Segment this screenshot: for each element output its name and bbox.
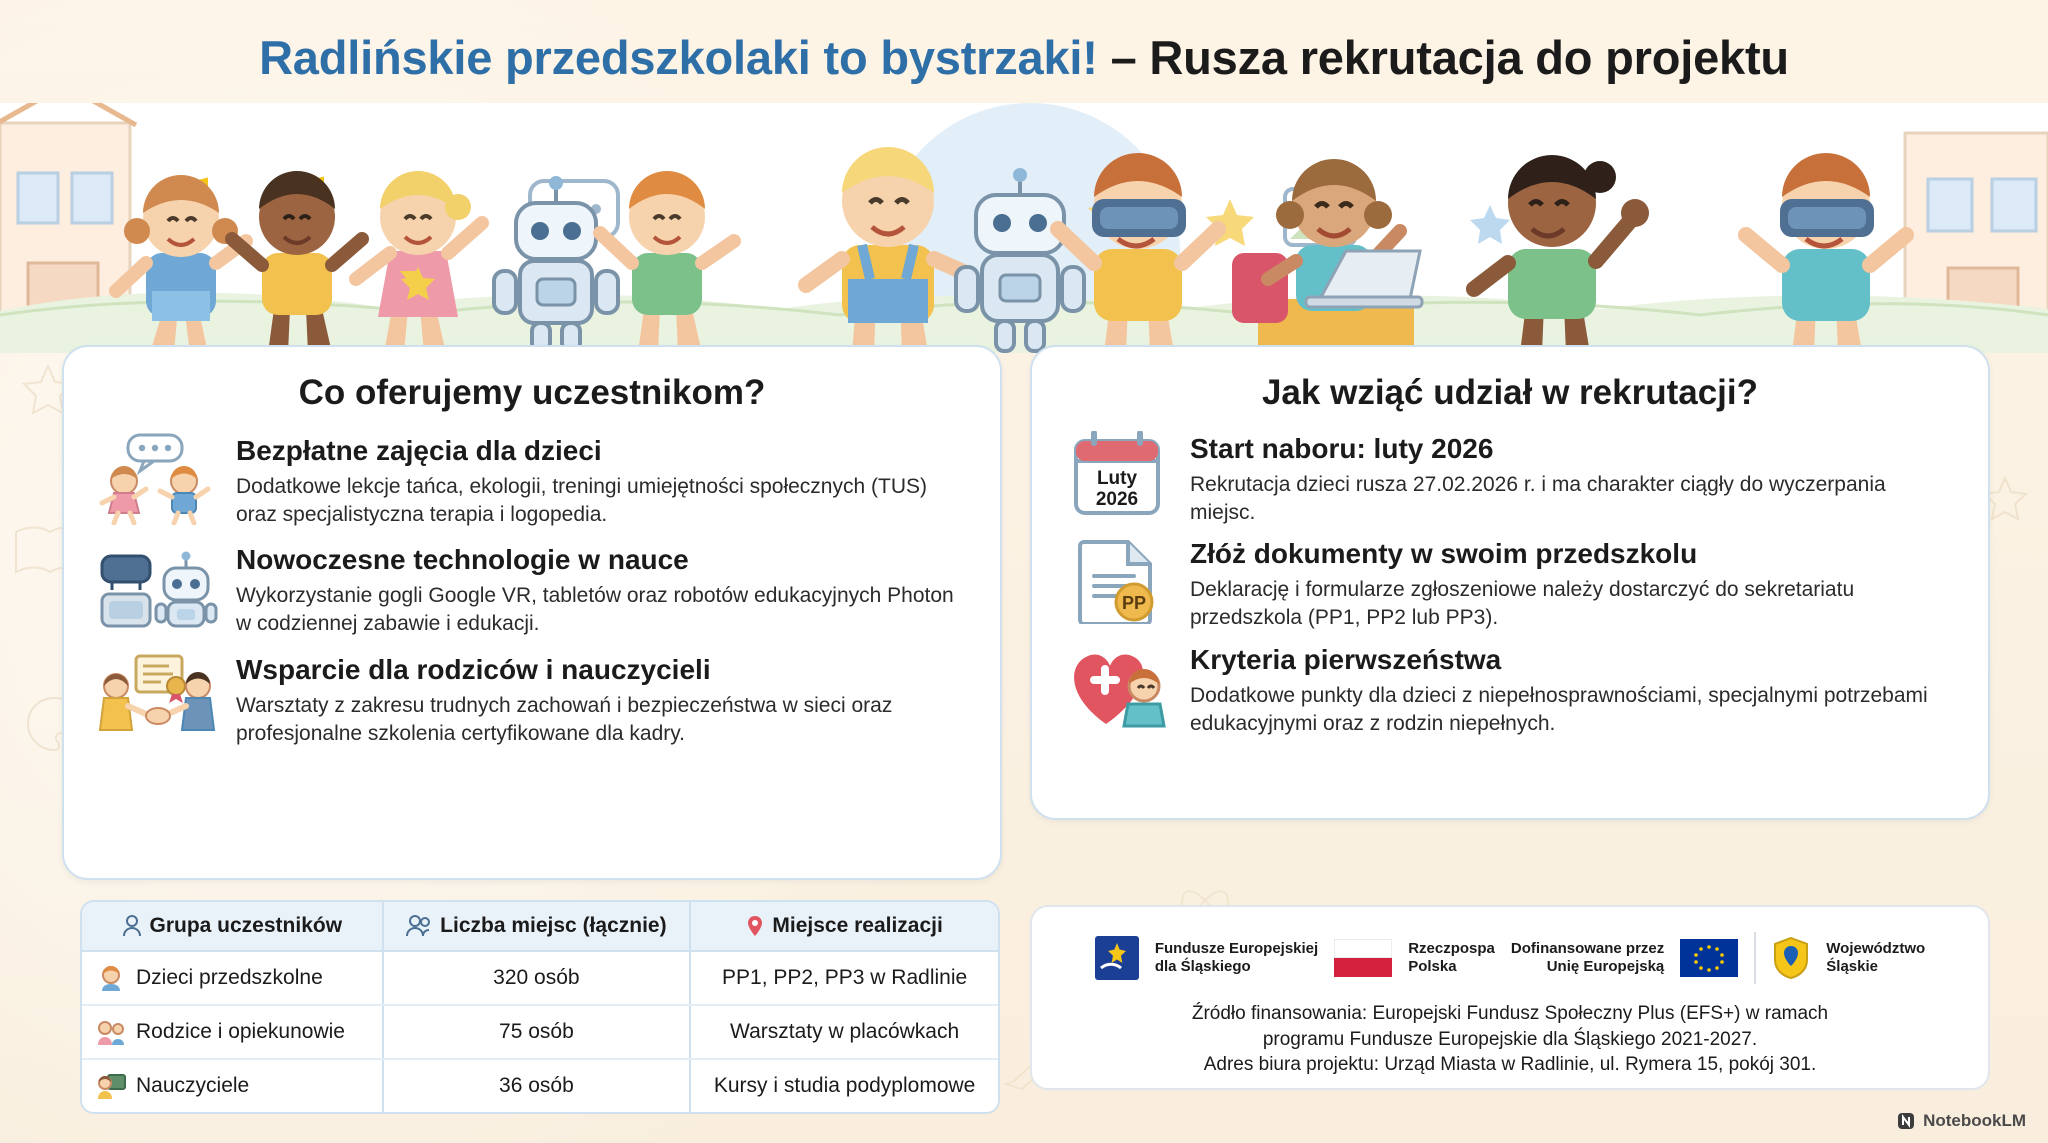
recruitment-item-3-text: Dodatkowe punkty dla dzieci z niepełnosprawnościami, specjalnymi potrzebami edukacyjnymi oraz z rodzin niepełnych. bbox=[1190, 683, 1928, 735]
children-playing-icon bbox=[98, 433, 218, 525]
recruitment-item-2-heading: Złóż dokumenty w swoim przedszkolu bbox=[1190, 538, 1698, 570]
funduszeeuropejskie-logo-text: Fundusze Europejskiej dla Śląskiego bbox=[1154, 940, 1319, 975]
watermark-label: NotebookLM bbox=[1923, 1111, 2026, 1130]
offer-item-3 bbox=[64, 642, 1000, 751]
recruitment-item-2 bbox=[1032, 528, 1988, 633]
offer-item-2 bbox=[64, 532, 1000, 641]
table-cell-group bbox=[82, 1059, 383, 1112]
wojewodztwo-slaskie-logo-text: Województwo Śląskie bbox=[1826, 940, 1926, 975]
offer-item-1 bbox=[64, 423, 1000, 532]
handshake-certificate-icon bbox=[98, 652, 218, 744]
table-cell-location: Warsztaty w placówkach bbox=[690, 1005, 998, 1059]
recruitment-item-2-text: Deklarację i formularze zgłoszeniowe należy dostarczyć do sekretariatu przedszkola (PP1, PP2 lub PP3). bbox=[1190, 578, 1855, 630]
recruitment-card bbox=[1030, 345, 1990, 820]
vr-goggles-robot-icon bbox=[98, 542, 218, 634]
participants-table bbox=[80, 900, 1000, 1114]
table-cell-places: 75 osób bbox=[383, 1005, 691, 1059]
offer-item-3-heading: Wsparcie dla rodziców i nauczycieli bbox=[236, 653, 711, 685]
table-header-group bbox=[82, 902, 383, 951]
page-title bbox=[0, 30, 2048, 85]
table-cell-group-label: Nauczyciele bbox=[136, 1074, 250, 1097]
table-cell-group bbox=[82, 951, 383, 1005]
recruitment-item-1 bbox=[1032, 423, 1988, 528]
recruitment-item-3 bbox=[1032, 634, 1988, 739]
calendar-year-label: 2026 bbox=[1095, 489, 1139, 510]
document-badge-label: PP bbox=[1121, 593, 1147, 614]
offer-item-2-text: Wykorzystanie gogli Google VR, tabletów oraz robotów edukacyjnych Photon w codziennej zabawie i edukacji. bbox=[236, 584, 954, 636]
table-header-places-label: Liczba miejsc (łącznie) bbox=[440, 914, 667, 937]
offer-card-title: Co oferujemy uczestnikom? bbox=[298, 373, 766, 412]
child-face-icon bbox=[96, 963, 126, 993]
people-icon bbox=[406, 915, 432, 937]
funding-note-line-1: Źródło finansowania: Europejski Fundusz Społeczny Plus (EFS+) w ramach bbox=[1191, 1003, 1829, 1024]
document-pp-icon bbox=[1062, 536, 1172, 624]
flag-poland-logo bbox=[1334, 939, 1392, 977]
offer-card bbox=[62, 345, 1002, 880]
calendar-icon bbox=[1062, 431, 1172, 519]
table-header-group-label: Grupa uczestników bbox=[149, 914, 343, 937]
eu-flag-logo-text: Dofinansowane przez Unię Europejską bbox=[1510, 940, 1665, 975]
person-icon bbox=[122, 915, 142, 937]
funding-footer bbox=[1030, 905, 1990, 1090]
heart-plus-child-icon bbox=[1062, 642, 1172, 730]
table-row bbox=[82, 1005, 998, 1059]
offer-item-1-text: Dodatkowe lekcje tańca, ekologii, treningi umiejętności społecznych (TUS) oraz specjalistyczna terapia i logopedia. bbox=[236, 475, 927, 526]
hero-scene-svg bbox=[0, 103, 2048, 353]
table-cell-group-label: Rodzice i opiekunowie bbox=[136, 1020, 345, 1043]
recruitment-item-1-heading: Start naboru: luty 2026 bbox=[1190, 433, 1494, 464]
calendar-month-label: Luty bbox=[1096, 468, 1138, 489]
table-cell-location: PP1, PP2, PP3 w Radlinie bbox=[690, 951, 998, 1005]
table-cell-places: 36 osób bbox=[383, 1059, 691, 1112]
watermark bbox=[1896, 1111, 2026, 1131]
notebooklm-icon bbox=[1896, 1111, 1916, 1131]
table-header-row bbox=[82, 902, 998, 951]
funduszeeuropejskie-logo bbox=[1095, 936, 1139, 980]
recruitment-card-title: Jak wziąć udział w rekrutacji? bbox=[1261, 373, 1759, 412]
location-pin-icon bbox=[746, 915, 764, 937]
wojewodztwo-slaskie-logo bbox=[1772, 936, 1810, 980]
table-header-location bbox=[690, 902, 998, 951]
funding-note-line-2: programu Fundusze Europejskie dla Śląskiego 2021-2027. bbox=[1262, 1028, 1758, 1050]
funding-logos bbox=[1050, 921, 1970, 995]
hero-illustration bbox=[0, 103, 2048, 353]
recruitment-item-1-text: Rekrutacja dzieci rusza 27.02.2026 r. i ma charakter ciągły do wyczerpania miejsc. bbox=[1190, 473, 1886, 524]
page-title-rest: – Rusza rekrutacja do projektu bbox=[1097, 31, 1789, 84]
funding-note-line-3: Adres biura projektu: Urząd Miasta w Radlinie, ul. Rymera 15, pokój 301. bbox=[1203, 1054, 1817, 1076]
table-cell-group bbox=[82, 1005, 383, 1059]
logo-divider bbox=[1754, 932, 1756, 984]
table-header-places bbox=[383, 902, 691, 951]
table-row bbox=[82, 951, 998, 1005]
table-cell-location: Kursy i studia podyplomowe bbox=[690, 1059, 998, 1112]
flag-poland-logo-text: Rzeczpospa Polska bbox=[1408, 940, 1495, 975]
table-cell-group-label: Dzieci przedszkolne bbox=[136, 966, 323, 989]
recruitment-item-3-heading: Kryteria pierwszeństwa bbox=[1190, 643, 1502, 675]
teacher-icon bbox=[96, 1071, 126, 1101]
table-cell-places: 320 osób bbox=[383, 951, 691, 1005]
table-header-location-label: Miejsce realizacji bbox=[772, 914, 943, 937]
funding-note bbox=[1050, 1001, 1970, 1078]
offer-item-3-text: Warsztaty z zakresu trudnych zachowań i bezpieczeństwa w sieci oraz profesjonalne szkolenia certyfikowane dla kadry. bbox=[236, 693, 893, 745]
offer-item-1-heading: Bezpłatne zajęcia dla dzieci bbox=[236, 435, 602, 466]
offer-item-2-heading: Nowoczesne technologie w nauce bbox=[236, 544, 689, 576]
eu-flag-logo bbox=[1680, 939, 1738, 977]
table-row bbox=[82, 1059, 998, 1112]
page-title-highlight: Radlińskie przedszkolaki to bystrzaki! bbox=[259, 31, 1098, 84]
family-icon bbox=[96, 1017, 126, 1047]
